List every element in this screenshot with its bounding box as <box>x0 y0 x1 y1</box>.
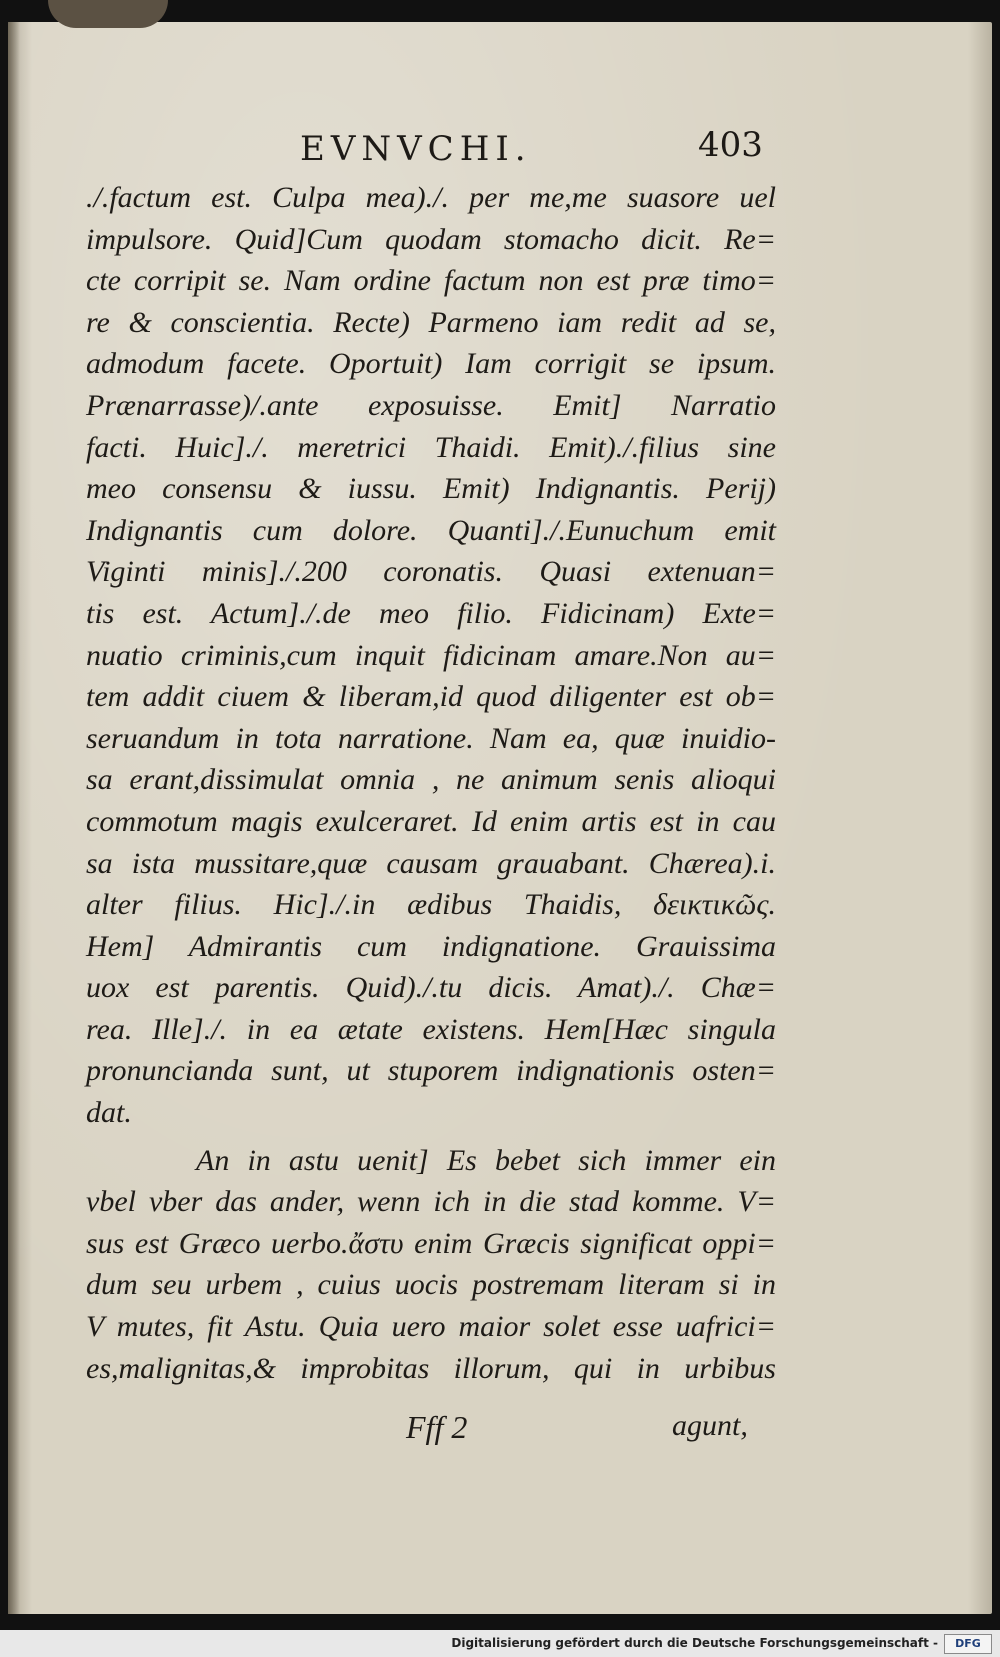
text-line: rea. Ille]./. in ea ætate existens. Hem[Hæc singula <box>86 1012 776 1046</box>
text-line: Viginti minis]./.200 coronatis. Quasi extenuan= <box>86 555 776 589</box>
digitization-footer <box>0 1630 1000 1657</box>
page-number: 403 <box>698 125 763 165</box>
text-line: commotum magis exulceraret. Id enim artis est in cau <box>86 804 776 838</box>
text-line: es,malignitas,& improbitas illorum, qui in urbibus <box>86 1351 776 1385</box>
page-header <box>8 107 992 167</box>
text-line: impulsore. Quid]Cum quodam stomacho dicit. Re= <box>86 222 776 256</box>
text-line: tis est. Actum]./.de meo filio. Fidicinam) Exte= <box>86 596 776 630</box>
text-line: admodum facete. Oportuit) Iam corrigit se ipsum. <box>86 347 776 381</box>
text-line: dat. <box>86 1096 132 1130</box>
text-line: V mutes, fit Astu. Quia uero maior solet esse uafrici= <box>86 1310 776 1344</box>
text-line: ./.factum est. Culpa mea)./. per me,me suasore uel <box>86 181 776 214</box>
dfg-logo: DFG <box>944 1634 992 1654</box>
book-page <box>8 22 992 1614</box>
text-line: meo consensu & iussu. Emit) Indignantis. Perij) <box>86 472 776 506</box>
page-gutter-shadow <box>8 22 20 1614</box>
catchword: agunt, <box>672 1409 748 1442</box>
text-line: Indignantis cum dolore. Quanti]./.Eunuchum emit <box>86 513 776 547</box>
text-line: Hem] Admirantis cum indignatione. Grauissima <box>86 929 776 963</box>
text-line: An in astu uenit] Es bebet sich immer ein <box>196 1143 776 1177</box>
text-line: sus est Græco uerbo.ἄστυ enim Græcis significat oppi= <box>86 1226 776 1260</box>
signature-mark: Fff 2 <box>406 1409 468 1445</box>
text-line: sa ista mussitare,quæ causam grauabant. Chærea).i. <box>86 846 776 880</box>
text-line: seruandum in tota narratione. Nam ea, quæ inuidio- <box>86 721 776 755</box>
text-line: nuatio criminis,cum inquit fidicinam amare.Non au= <box>86 638 776 672</box>
text-line: uox est parentis. Quid)./.tu dicis. Amat)./. Chæ= <box>86 971 776 1005</box>
text-line: facti. Huic]./. meretrici Thaidi. Emit)./.filius sine <box>86 430 776 464</box>
text-line: re & conscientia. Recte) Parmeno iam redit ad se, <box>86 305 776 339</box>
text-line: cte corripit se. Nam ordine factum non est præ timo= <box>86 264 776 298</box>
text-line: pronuncianda sunt, ut stuporem indignationis osten= <box>86 1054 776 1088</box>
funding-credit: Digitalisierung gefördert durch die Deutsche Forschungsgemeinschaft - <box>451 1636 938 1650</box>
commentary-text <box>86 177 776 1389</box>
text-line: dum seu urbem , cuius uocis postremam literam si in <box>86 1268 776 1302</box>
text-line: alter filius. Hic]./.in ædibus Thaidis, δεικτικῶς. <box>86 888 776 922</box>
text-line: sa erant,dissimulat omnia , ne animum senis alioqui <box>86 763 776 797</box>
running-head: EVNVCHI. <box>300 129 532 169</box>
text-line: vbel vber das ander, wenn ich in die stad komme. V= <box>86 1185 776 1219</box>
text-line: Prænarrasse)/.ante exposuisse. Emit] Narratio <box>86 388 776 422</box>
top-edge-blot <box>48 0 168 28</box>
text-line: tem addit ciuem & liberam,id quod diligenter est ob= <box>86 680 776 714</box>
